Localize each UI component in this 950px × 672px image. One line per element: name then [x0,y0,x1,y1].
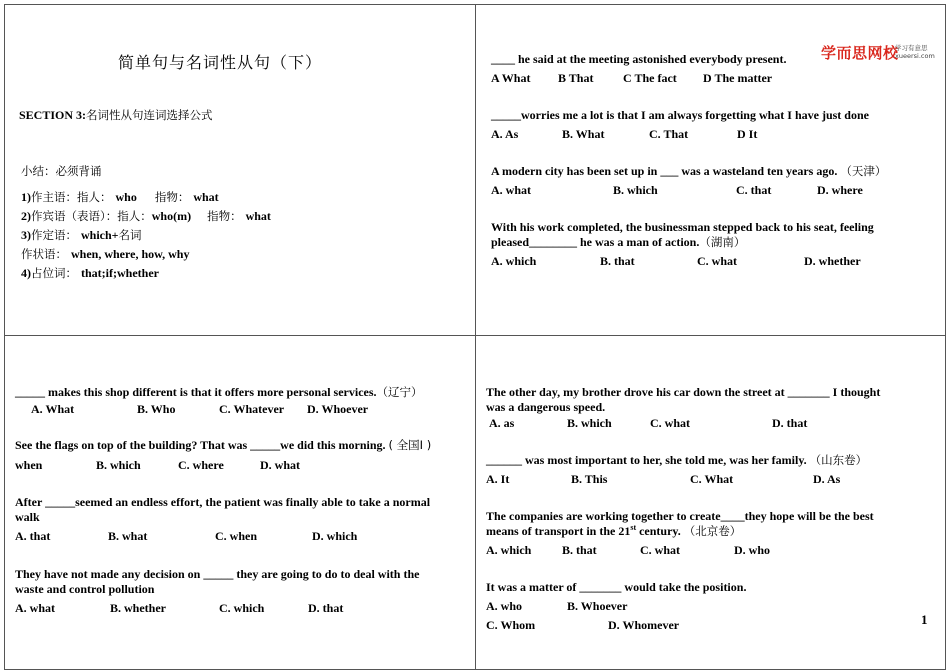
question-source: （辽宁） [376,385,423,399]
page-number: 1 [921,612,928,627]
option: D It [737,127,758,141]
question-source: （湖南） [699,235,746,249]
question-text [491,164,886,179]
question-source: ( 全国I ) [388,438,432,452]
option: D. that [772,416,808,430]
question-source: （北京卷） [683,524,742,538]
rule-en: who(m) [151,209,192,223]
question-stem: means of transport in the 21 [486,524,631,538]
question-text [491,235,745,250]
vertical-divider [475,4,476,670]
rule-en: which+ [81,228,119,242]
superscript: st [630,523,637,532]
rule-en: what [245,209,271,223]
option: D. which [312,529,358,543]
rule-object [21,209,271,224]
question-text: The companies are working together to create____they hope will be the best [486,509,874,523]
option: B. which [96,458,141,472]
rule-zh: 指物： [207,209,242,223]
question-text: walk [15,510,40,524]
logo-tag-en: xueersi.com [895,52,935,60]
rule-zh: 作状语： [21,247,67,261]
rule-num: 4) [21,266,31,280]
question-text [486,524,741,539]
option: D. Whoever [307,402,369,416]
option: B. that [562,543,597,557]
option: C The fact [623,71,677,85]
option: D. Whomever [608,618,680,632]
rule-num: 1) [21,190,31,204]
option: C. what [650,416,691,430]
logo-tagline [895,44,935,60]
option: A. which [486,543,532,557]
option: B. What [562,127,605,141]
option: B. Who [137,402,176,416]
option: C. Whatever [219,402,285,416]
option: B That [558,71,594,85]
question-stem: century. [636,524,684,538]
horizontal-divider [4,335,946,336]
rule-zh: 作主语：指人： [31,190,112,204]
option: B. which [567,416,612,430]
option: A. As [491,127,519,141]
option: A. that [15,529,51,543]
rule-en: when, where, how, why [71,247,190,261]
option: B. what [108,529,148,543]
option: A. as [489,416,515,430]
option: A. It [486,472,510,486]
xueersi-logo [821,42,935,63]
question-text: ____ he said at the meeting astonished everybody present. [491,52,787,66]
option: D. where [817,183,863,197]
question-text: _____worries me a lot is that I am always forgetting what I have just done [491,108,869,122]
question-stem: _____ makes this shop different is that it offers more personal services. [15,385,377,399]
rule-adverbial [21,247,189,262]
option: D. who [734,543,771,557]
option: A. what [491,183,532,197]
option: D The matter [703,71,773,85]
option: C. What [690,472,734,486]
logo-tag-zh: 学习有意思 [895,44,928,52]
question-text: The other day, my brother drove his car down the street at _______ I thought [486,385,881,399]
rule-en: what [193,190,219,204]
option: B. that [600,254,635,268]
option: A. what [15,601,56,615]
question-text [486,453,867,468]
question-text: waste and control pollution [15,582,155,596]
question-text: After _____seemed an endless effort, the patient was finally able to take a normal [15,495,431,509]
question-text: With his work completed, the businessman stepped back to his seat, feeling [491,220,874,234]
option: C. Whom [486,618,536,632]
option: C. what [640,543,681,557]
section-title-zh: 名词性从句连词选择公式 [86,108,213,122]
option: A. who [486,599,523,613]
option: C. what [697,254,738,268]
question-text: was a dangerous speed. [486,400,606,414]
option: B. Whoever [567,599,628,613]
option: C. which [219,601,265,615]
option: C. That [649,127,689,141]
option: C. that [736,183,772,197]
option: A. What [31,402,75,416]
option: B. whether [110,601,166,615]
rule-zh: 占位词： [31,266,77,280]
rule-num: 3) [21,228,31,242]
rule-subject [21,190,219,205]
option: D. whether [804,254,861,268]
section-label: SECTION 3: [19,108,87,122]
rule-zh: 作宾语（表语）：指人： [31,209,152,223]
option: when [15,458,43,472]
question-stem: A modern city has been set up in ___ was a wasteland ten years ago. [491,164,841,178]
question-text: It was a matter of _______ would take the position. [486,580,747,594]
option: B. which [613,183,658,197]
question-text: They have not made any decision on _____ they are going to do to deal with the [15,567,420,581]
summary-label: 小结：必须背诵 [21,164,102,178]
question-text [15,385,423,400]
option: B. This [571,472,608,486]
rule-en: who [115,190,137,204]
option: C. where [178,458,224,472]
question-stem: See the flags on top of the building? That was _____we did this morning. [15,438,389,452]
rule-attribute [21,228,142,243]
option: D. As [813,472,841,486]
option: C. when [215,529,258,543]
rule-en: that;if;whether [81,266,159,280]
logo-text: 学而思网校 [821,44,899,62]
option: D. what [260,458,301,472]
rule-zh: 指物： [154,190,190,204]
question-stem: pleased________ he was a man of action. [491,235,700,249]
question-source: （山东卷） [809,453,868,467]
rule-placeholder [21,266,159,281]
option: A What [491,71,531,85]
option: A. which [491,254,537,268]
section-heading [19,108,213,123]
page-title: 简单句与名词性从句（下） [118,53,323,72]
option: D. that [308,601,344,615]
question-stem: ______ was most important to her, she told me, was her family. [486,453,810,467]
question-text [15,438,431,453]
rule-zh: 作定语： [31,228,77,242]
rule-num: 2) [21,209,31,223]
rule-zh: 名词 [118,228,142,242]
question-source: （天津） [840,164,887,178]
